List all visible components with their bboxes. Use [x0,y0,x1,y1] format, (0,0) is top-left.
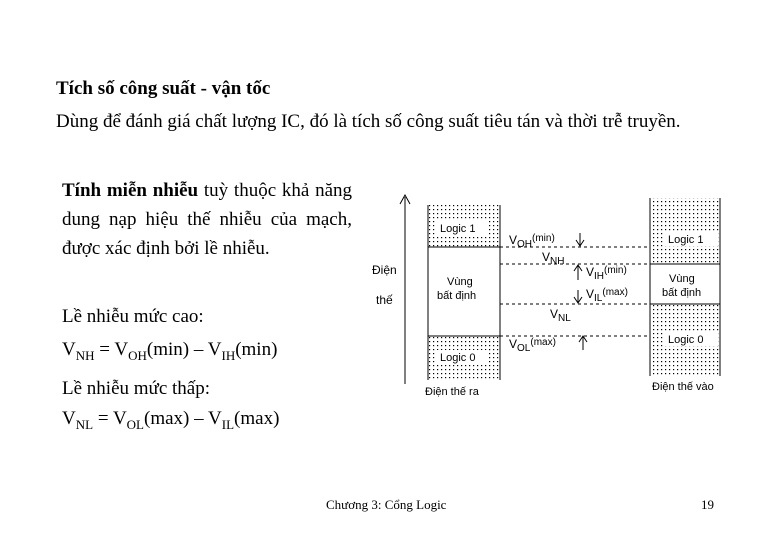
input-logic1-region [650,198,720,264]
output-voltage-column [425,205,500,398]
axis-label-line1: Điện [372,263,397,277]
slide-title: Tích số công suất - vận tốc [56,78,271,99]
footer-chapter: Chương 3: Cổng Logic [326,497,447,512]
input-voltage-column [650,198,720,393]
axis-label-line2: thế [376,293,393,307]
footer-page-number: 19 [701,497,714,512]
vih-label: $V_{IH}^{(min)}$ [586,265,627,282]
low-margin-label: Lề nhiễu mức thấp: [62,378,211,399]
vol-label: $V_{OL}^{(max)}$ [509,337,556,354]
input-undefined-label-2: bất định [662,287,702,299]
low-margin-formula: $V_{NL} = V_{OL}(\max) - V_{IL}(\max)$ [62,408,280,432]
input-undefined-label-1: Vùng [669,273,695,285]
input-logic0-label: Logic 0 [668,334,704,346]
vnl-label: $V_{NL}$ [550,307,571,324]
noise-immunity-definition: tuỳ thuộc khả năng dung nạp hiệu thế nhiễu của mạch, được xác định bởi lề nhiễu. [62,180,353,259]
output-undefined-label-2: bất định [437,290,477,302]
high-margin-label: Lề nhiễu mức cao: [62,306,204,327]
vnh-label: $V_{NH}$ [542,250,565,267]
input-logic1-label: Logic 1 [668,234,704,246]
output-undefined-label-1: Vùng [447,276,473,288]
vil-label: $V_{IL}^{(max)}$ [586,287,628,304]
output-logic1-label: Logic 1 [440,223,476,235]
voh-label: $V_{OH}^{(min)}$ [509,233,555,250]
input-voltage-caption: Điện thế vào [652,381,714,393]
high-margin-formula: $V_{NH} = V_{OH}(\min) - V_{IH}(\min)$ [62,339,278,363]
output-voltage-caption: Điện thế ra [425,386,479,398]
description-paragraph: Dùng để đánh giá chất lượng IC, đó là tích số công suất tiêu tán và thời trễ truyền. [56,111,681,132]
output-logic0-label: Logic 0 [440,352,476,364]
noise-immunity-term: Tính miễn nhiễu [62,180,199,201]
